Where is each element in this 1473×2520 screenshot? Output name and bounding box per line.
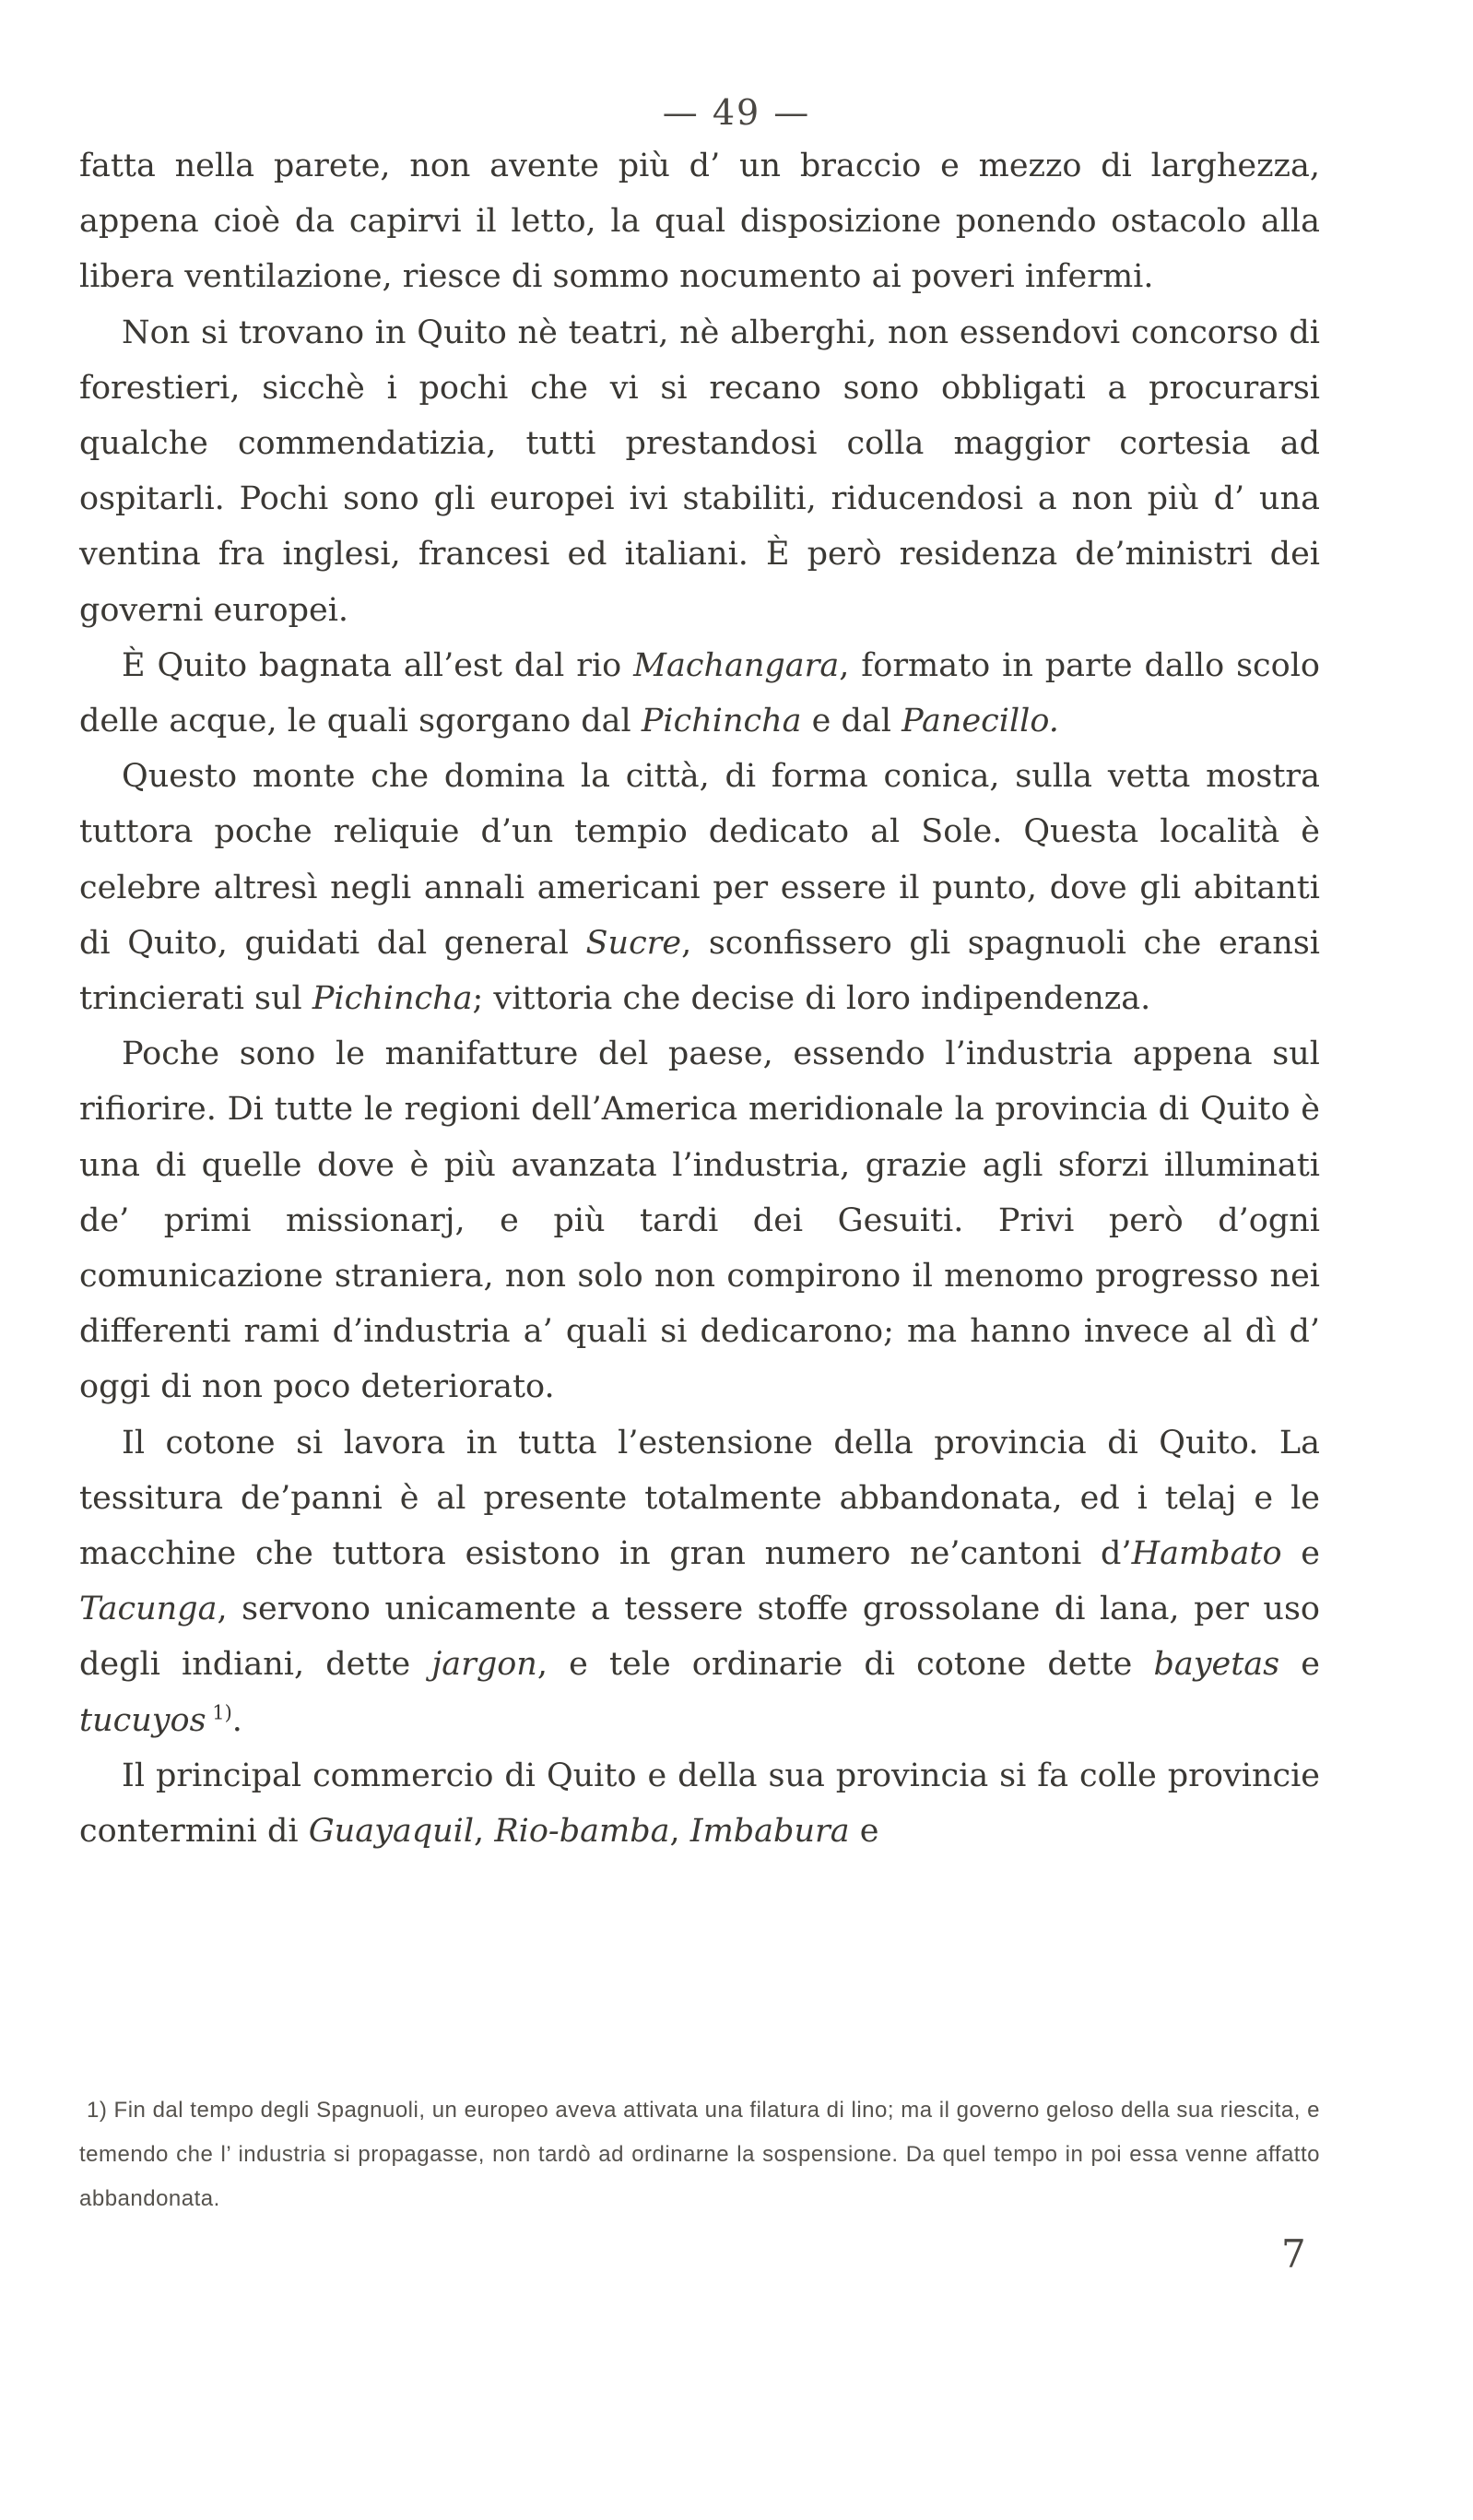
italic-term: Hambato <box>1131 1535 1282 1573</box>
italic-term: Rio-bamba <box>494 1813 670 1851</box>
italic-term: Pichincha <box>312 980 473 1018</box>
italic-term: Imbabura <box>689 1813 850 1851</box>
italic-term: jargon <box>431 1646 537 1684</box>
paragraph <box>79 638 1320 749</box>
italic-term: Machangara <box>633 646 840 684</box>
paragraph <box>79 1026 1320 1414</box>
italic-term: Pichincha <box>641 703 802 740</box>
text-run: , servono unicamente a tessere stoffe grossolane di lana, per uso degli indiani, dette <box>79 1591 1320 1684</box>
paragraph <box>79 138 1320 305</box>
text-run: Il cotone si lavora in tutta l’estensione della provincia di Quito. La tessitura de’panni è al presente totalmente abbandonata, ed i telaj e le macchine che tuttora esistono in gran numero ne’cantoni d’ <box>79 1424 1320 1573</box>
paragraph <box>79 1415 1320 1748</box>
paragraph <box>79 305 1320 638</box>
text-run: fatta nella parete, non avente più d’ un braccio e mezzo di larghezza, appena cioè da capirvi il letto, la qual disposizione ponendo ostacolo alla libera ventilazione, riesce di sommo nocumento ai poveri infermi. <box>79 148 1320 296</box>
text-run: ; vittoria che decise di loro indipendenza. <box>472 980 1151 1018</box>
text-run: , e tele ordinarie di cotone dette <box>536 1646 1154 1684</box>
italic-term: Tacunga <box>79 1591 218 1628</box>
text-run: e <box>1281 1535 1320 1573</box>
footnote: 1) Fin dal tempo degli Spagnuoli, un europeo aveva attivata una filatura di lino; ma il governo geloso della sua riescita, e temendo che l’ industria si propagasse, non tardò ad ordinarne la sospensione. Da quel tempo in poi essa venne affatto abbandonata. <box>79 2098 1320 2211</box>
italic-term: Sucre <box>585 924 682 962</box>
text-run: e dal <box>801 703 902 740</box>
text-run: , sconfissero gli spagnuoli che eransi trincierati sul <box>79 924 1320 1018</box>
paragraph <box>79 749 1320 1026</box>
text-run: , <box>669 1813 690 1851</box>
text-run: Non si trovano in Quito nè teatri, nè alberghi, non essendovi concorso di forestieri, sicchè i pochi che vi si recano sono obbligati a procurarsi qualche commendatizia, tutti prestandosi colla maggior cortesia ad ospitarli. Pochi sono gli europei ivi stabiliti, riducendosi a non più d’ una ventina fra inglesi, francesi ed italiani. È però residenza de’ministri dei governi europei. <box>79 314 1320 629</box>
footnote-ref: 1) <box>206 1701 232 1724</box>
text-run: Il principal commercio di Quito e della sua provincia si fa colle provincie contermini di <box>79 1757 1320 1851</box>
text-run: e <box>1279 1646 1320 1684</box>
page-number: — 49 — <box>662 92 811 133</box>
text-run: e <box>849 1813 879 1851</box>
italic-term: bayetas <box>1153 1646 1280 1684</box>
italic-term: tucuyos <box>79 1701 206 1739</box>
paragraph <box>79 1748 1320 1859</box>
footnotes <box>79 2088 1320 2221</box>
text-run: Poche sono le manifatture del paese, essendo l’industria appena sul rifiorire. Di tutte le regioni dell’America meridionale la provincia di Quito è una di quelle dove è più avanzata l’industria, grazie agli sforzi illuminati de’ primi missionarj, e più tardi dei Gesuiti. Privi però d’ogni comunicazione straniera, non solo non compirono il menomo progresso nei differenti rami d’industria a’ quali si dedicarono; ma hanno invece al dì d’ oggi di non poco deteriorato. <box>79 1035 1320 1406</box>
text-run: , <box>474 1813 495 1851</box>
text-run: , formato in parte dallo scolo delle acque, le quali sgorgano dal <box>79 646 1320 740</box>
text-run: È Quito bagnata all’est dal rio <box>122 646 634 684</box>
italic-term: Panecillo. <box>901 703 1059 740</box>
text-run: Questo monte che domina la città, di forma conica, sulla vetta mostra tuttora poche reliquie d’un tempio dedicato al Sole. Questa località è celebre altresì negli annali americani per essere il punto, dove gli abitanti di Quito, guidati dal general <box>79 758 1320 962</box>
text-run: . <box>231 1701 242 1739</box>
signature-mark: 7 <box>1281 2231 1306 2277</box>
italic-term: Guayaquil <box>308 1813 475 1851</box>
body-text <box>79 138 1320 1859</box>
